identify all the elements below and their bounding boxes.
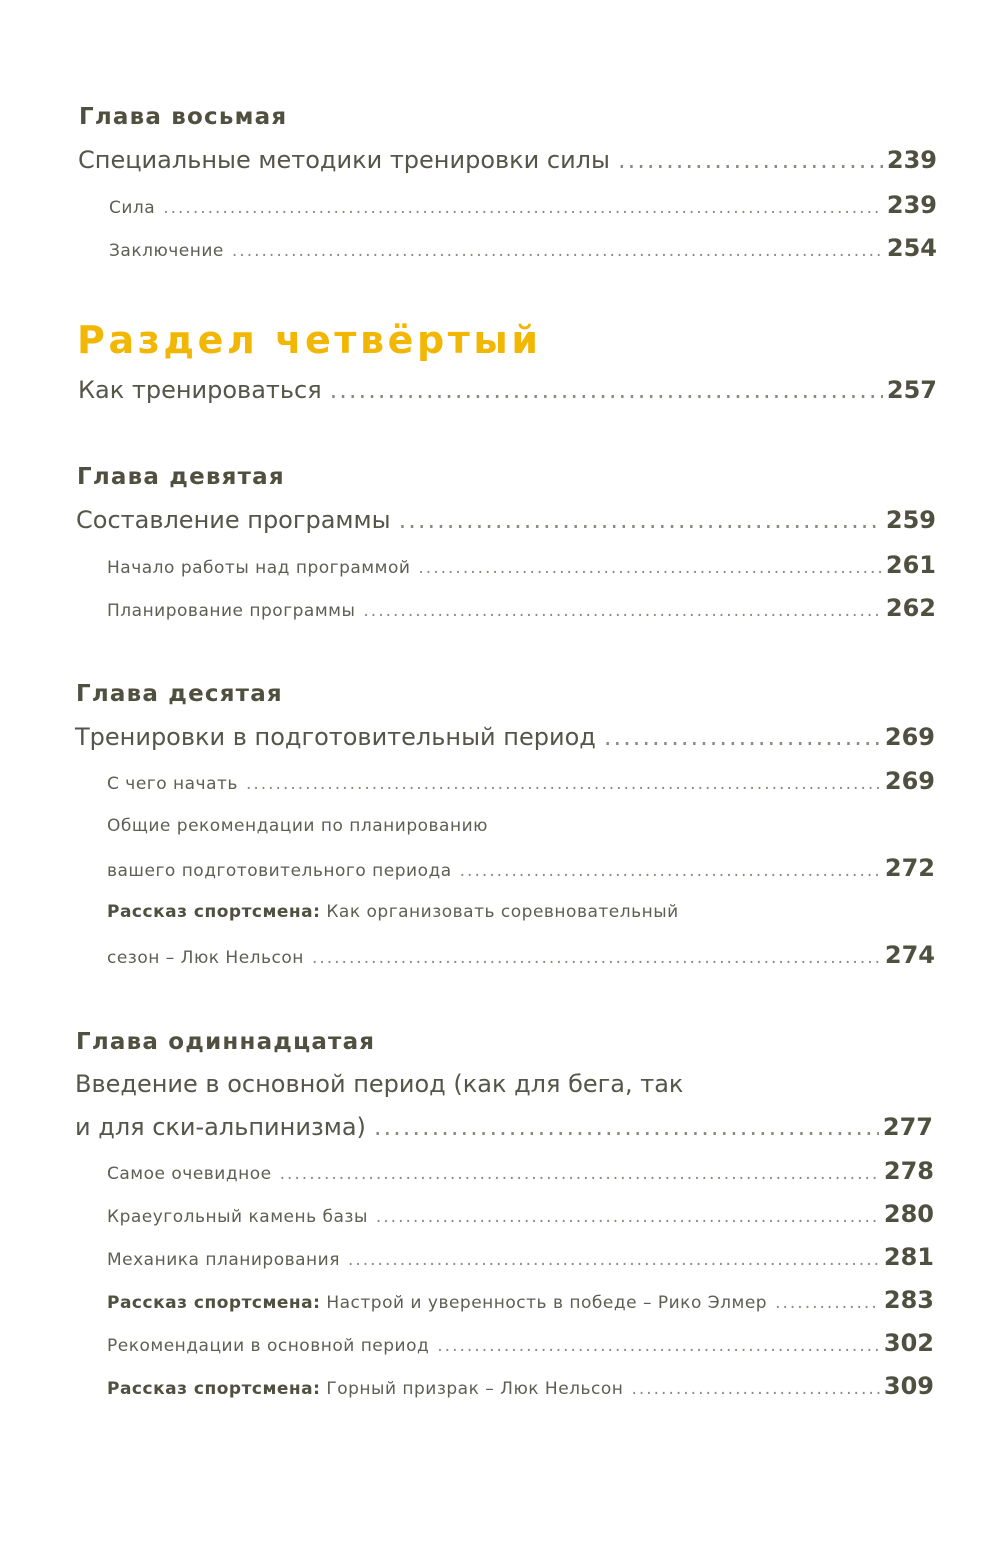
- chapter-10-page: 269: [884, 723, 935, 751]
- toc-entry-cornerstone[interactable]: [107, 1200, 934, 1228]
- entry-page: 274: [884, 941, 935, 969]
- leader-dots: [631, 1379, 879, 1399]
- leader-dots: [312, 948, 881, 968]
- entry-text: Сила: [109, 198, 156, 218]
- leader-dots: [376, 1207, 880, 1227]
- entry-page: 280: [883, 1200, 934, 1228]
- toc-entry-general-recs[interactable]: [107, 854, 935, 882]
- chapter-8-title-entry[interactable]: [78, 146, 937, 174]
- part-4-label: Раздел четвёртый: [77, 318, 542, 362]
- entry-text: Настрой и уверенность в победе – Рико Элмер: [320, 1293, 768, 1313]
- toc-entry-athlete-story-2[interactable]: [107, 1286, 934, 1314]
- leader-dots: [437, 1336, 880, 1356]
- chapter-11-title-line2: и для ски-альпинизма): [75, 1113, 366, 1141]
- leader-dots: [163, 198, 883, 218]
- entry-text: вашего подготовительного периода: [107, 861, 452, 881]
- part-4-page: 257: [886, 376, 937, 404]
- entry-text: Заключение: [109, 241, 224, 261]
- chapter-10-label: Глава десятая: [76, 681, 283, 707]
- toc-entry-general-recs-line1: Общие рекомендации по планированию: [107, 816, 488, 836]
- chapter-10-title-entry[interactable]: [75, 723, 935, 751]
- leader-dots: [363, 601, 881, 621]
- chapter-8-label: Глава восьмая: [79, 104, 288, 130]
- entry-page: 302: [883, 1329, 934, 1357]
- chapter-9-page: 259: [885, 506, 936, 534]
- chapter-8-title: Специальные методики тренировки силы: [78, 146, 610, 174]
- chapter-11-label: Глава одиннадцатая: [76, 1029, 376, 1055]
- leader-dots: [460, 861, 881, 881]
- toc-entry-athlete-story-1[interactable]: [107, 941, 935, 969]
- entry-page: 309: [883, 1372, 934, 1400]
- entry-text: Планирование программы: [107, 601, 356, 621]
- chapter-11-page: 277: [882, 1113, 933, 1141]
- entry-text: Механика планирования: [107, 1250, 340, 1270]
- toc-entry-where-to-start[interactable]: [107, 767, 935, 795]
- entry-text: Рекомендации в основной период: [107, 1336, 430, 1356]
- chapter-10-title: Тренировки в подготовительный период: [75, 723, 596, 751]
- leader-dots: [330, 376, 883, 404]
- leader-dots: [232, 241, 883, 261]
- toc-entry-program-planning[interactable]: [107, 594, 936, 622]
- toc-entry-athlete-story-3[interactable]: [107, 1372, 934, 1400]
- toc-entry-conclusion[interactable]: [109, 234, 937, 262]
- chapter-8-page: 239: [886, 146, 937, 174]
- leader-dots: [618, 146, 883, 174]
- entry-text: Как организовать соревновательный: [320, 902, 679, 922]
- entry-page: 261: [885, 551, 936, 579]
- entry-page: 269: [884, 767, 935, 795]
- leader-dots: [775, 1293, 880, 1313]
- chapter-9-title-entry[interactable]: [76, 506, 936, 534]
- entry-page: 283: [883, 1286, 934, 1314]
- entry-text: сезон – Люк Нельсон: [107, 948, 304, 968]
- entry-page: 278: [883, 1157, 934, 1185]
- chapter-11-title-entry[interactable]: [75, 1113, 933, 1141]
- toc-entry-planning-mechanics[interactable]: [107, 1243, 934, 1271]
- entry-page: 281: [883, 1243, 934, 1271]
- toc-entry-program-start[interactable]: [107, 551, 936, 579]
- leader-dots: [246, 774, 881, 794]
- toc-entry-athlete-story-1-line1: [107, 902, 679, 922]
- athlete-story-prefix: Рассказ спортсмена:: [107, 902, 321, 922]
- athlete-story-prefix: Рассказ спортсмена:: [107, 1379, 321, 1399]
- leader-dots: [348, 1250, 880, 1270]
- entry-text: С чего начать: [107, 774, 238, 794]
- toc-entry-most-obvious[interactable]: [107, 1157, 934, 1185]
- leader-dots: [399, 506, 882, 534]
- entry-text: Самое очевидное: [107, 1164, 272, 1184]
- athlete-story-prefix: Рассказ спортсмена:: [107, 1293, 321, 1313]
- entry-page: 239: [886, 191, 937, 219]
- entry-page: 262: [885, 594, 936, 622]
- chapter-11-title-line1: Введение в основной период (как для бега, так: [75, 1070, 684, 1098]
- entry-page: 254: [886, 234, 937, 262]
- leader-dots: [418, 558, 882, 578]
- entry-text: Начало работы над программой: [107, 558, 411, 578]
- toc-entry-main-period-recs[interactable]: [107, 1329, 934, 1357]
- entry-text: Краеугольный камень базы: [107, 1207, 368, 1227]
- entry-page: 272: [884, 854, 935, 882]
- part-4-title-entry[interactable]: [78, 376, 937, 404]
- entry-text: Горный призрак – Люк Нельсон: [320, 1379, 624, 1399]
- part-4-title: Как тренироваться: [78, 376, 322, 404]
- toc-entry-strength[interactable]: [109, 191, 937, 219]
- leader-dots: [374, 1113, 879, 1141]
- chapter-9-label: Глава девятая: [77, 464, 285, 490]
- chapter-9-title: Составление программы: [76, 506, 391, 534]
- leader-dots: [604, 723, 881, 751]
- leader-dots: [280, 1164, 880, 1184]
